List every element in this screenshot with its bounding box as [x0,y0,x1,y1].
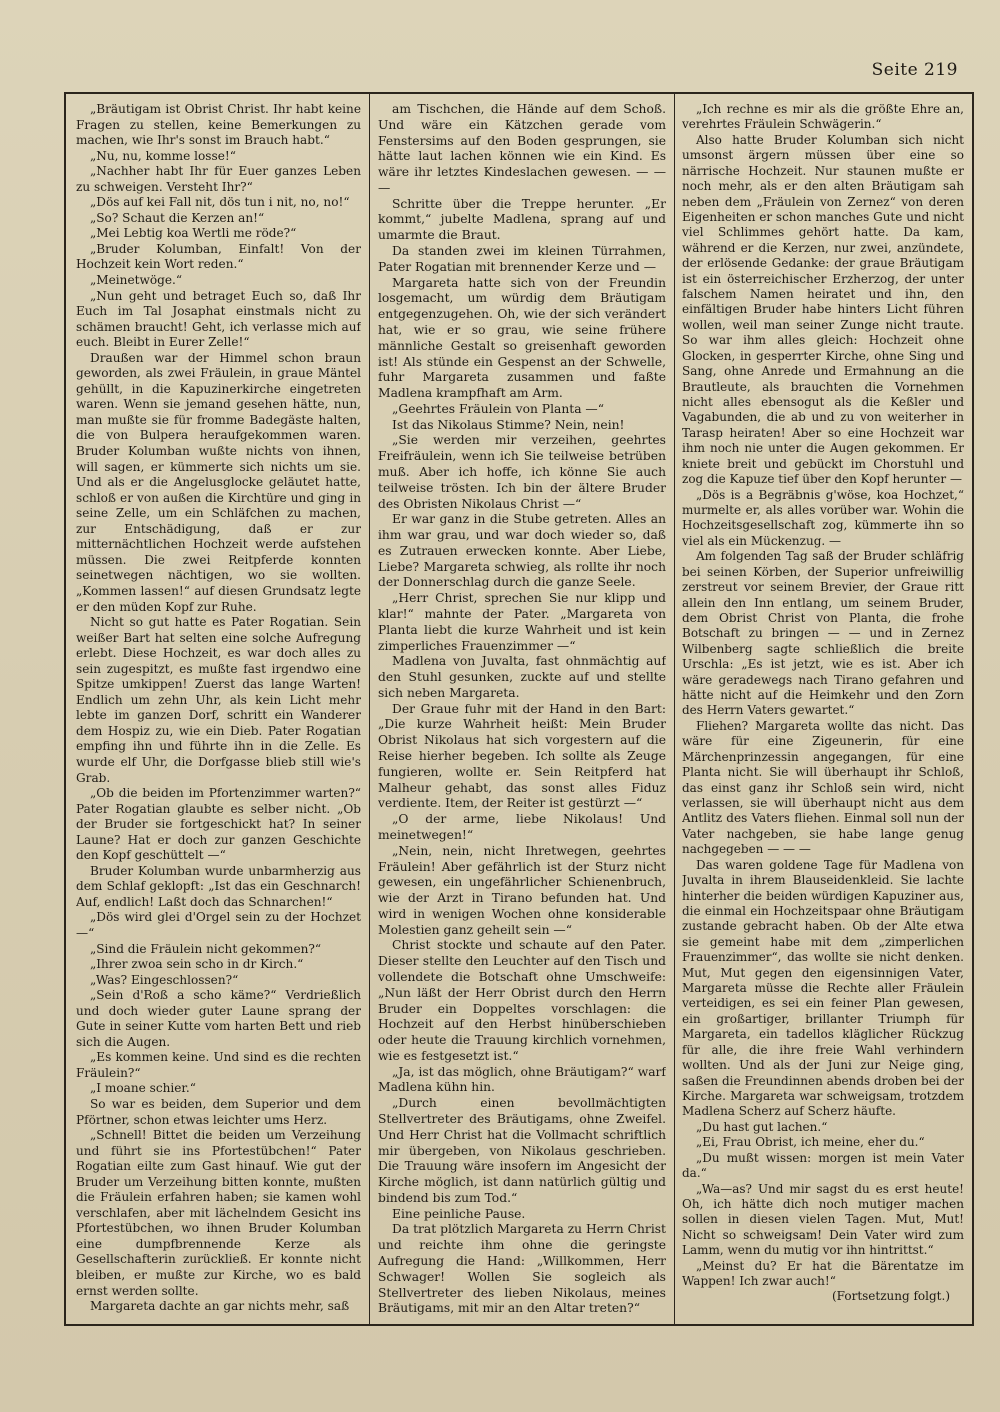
text-column-right [682,102,964,1318]
paragraph: „Was? Eingeschlossen?“ [90,972,239,987]
paragraph: „Ja, ist das möglich, ohne Bräutigam?“ warf Madlena kühn hin. [378,1064,666,1095]
paragraph: „Herr Christ, sprechen Sie nur klipp und klar!“ mahnte der Pater. „Margareta von Planta liebt die kurze Wahrheit und ist kein zimperliches Frauenzimmer —“ [378,591,666,653]
paragraph: „Du mußt wissen: morgen ist mein Vater da.“ [682,1150,964,1181]
paragraph: „Durch einen bevollmächtigten Stellvertreter des Bräutigams, ohne Zweifel. Und Herr Christ hat die Vollmacht schriftlich mir übergeben, von Nikolaus geschrieben. Die Trauung wäre insofern im Angesicht der Kirche möglich, ist dann natürlich gültig und bindend bis zum Tod.“ [378,1096,666,1205]
paragraph: „Ich rechne es mir als die größte Ehre an, verehrtes Fräulein Schwägerin.“ [682,102,964,132]
paragraph: Madlena von Juvalta, fast ohnmächtig auf den Stuhl gesunken, zuckte auf und stellte sich neben Margareta. [378,654,666,700]
paragraph: „Ihrer zwoa sein scho in dr Kirch.“ [90,957,304,972]
paragraph: „Meinst du? Er hat die Bärentatze im Wappen! Ich zwar auch!“ [682,1258,964,1289]
paragraph: „Meinetwöge.“ [90,273,183,288]
paragraph: „Geehrtes Fräulein von Planta —“ [392,401,605,416]
paragraph: „Dös auf kei Fall nit, dös tun i nit, no, no!“ [90,195,350,210]
paragraph: Bruder Kolumban wurde unbarmherzig aus dem Schlaf geklopft: „Ist das ein Geschnarch! Auf, endlich! Laßt doch das Schnarchen!“ [76,863,361,909]
paragraph: „Du hast gut lachen.“ [696,1119,828,1134]
page-number: Seite 219 [871,60,958,80]
column-rule-left [369,94,370,1324]
paragraph: Fliehen? Margareta wollte das nicht. Das wäre für eine Zigeunerin, für eine Märchenprinzessin angegangen, für eine Planta nicht. Sie will überhaupt ihr Schloß, das einst ganz ihr Schloß sein wird, nicht verlassen, sie will überhaupt nicht aus dem Antlitz des Vaters fliehen. Einmal soll nun der Vater nachgeben, sie habe lange genug nachgegeben — — — [682,718,964,857]
paragraph: „O der arme, liebe Nikolaus! Und meinetwegen!“ [378,812,666,842]
paragraph: Eine peinliche Pause. [392,1206,526,1221]
text-column-left [76,102,361,1318]
paragraph: „Sind die Fräulein nicht gekommen?“ [90,941,322,956]
paragraph: „Bräutigam ist Obrist Christ. Ihr habt keine Fragen zu stellen, keine Bemerkungen zu machen, wie Ihr's sonst im Brauch habt.“ [76,102,361,148]
paragraph: Also hatte Bruder Kolumban sich nicht umsonst ärgern müssen über eine so närrische Hochzeit. Nur staunen mußte er noch mehr, als er den alten Bräutigam sah neben dem „Fräulein von Zernez“ von deren Eigenheiten er schon manches Gute und nicht viel Schlimmes gehört hatte. Da kam, während er die Kerzen, nur zwei, anzündete, der erlösende Gedanke: der graue Bräutigam ist ein österreichischer Erzherzog, der unter falschem Namen heiratet und ihn, den einfältigen Bruder habe hinters Licht führen wollen, weil man seiner Zunge nicht traute. So war ihm alles gleich: Hochzeit ohne Glocken, in gesperrter Kirche, ohne Sing und Sang, ohne Anrede und Ermahnung an die Brautleute, als brauchten die Vornehmen nicht alles ebensogut als die Keßler und Vagabunden, die ab und zu von weiterher in Tarasp heiraten! Aber so eine Hochzeit war ihm noch nie unter die Augen gekommen. Er kniete breit und gebückt im Chorstuhl und zog die Kapuze tief über den Kopf herunter — [682,132,964,487]
paragraph: Christ stockte und schaute auf den Pater. Dieser stellte den Leuchter auf den Tisch und vollendete die Botschaft ohne Umschweife: „Nun läßt der Herr Obrist durch den Herrn Bruder ein Doppeltes vorschlagen: die Hochzeit auf den Herbst hinüberschieben oder heute die Trauung kirchlich vornehmen, wie es festgesetzt ist.“ [378,938,666,1063]
paragraph: „Sie werden mir verzeihen, geehrtes Freifräulein, wenn ich Sie teilweise betrüben muß. Aber ich hoffe, ich könne Sie auch teilweise trösten. Ich bin der ältere Bruder des Obristen Nikolaus Christ —“ [378,433,666,511]
paragraph: „Ob die beiden im Pfortenzimmer warten?“ Pater Rogatian glaubte es selber nicht. „Ob der Bruder sie fortgeschickt hat? In seiner Laune? Hat er doch zur ganzen Geschichte den Kopf geschüttelt —“ [76,786,361,863]
paragraph: Nicht so gut hatte es Pater Rogatian. Sein weißer Bart hat selten eine solche Aufregung erlebt. Diese Hochzeit, es war doch alles zu sein zugespitzt, es mußte fast irgendwo eine Spitze umkippen! Zuerst das lange Warten! Endlich um zehn Uhr, als kein Licht mehr lebte im ganzen Dorf, schritt ein Wanderer dem Hospiz zu, wie ein Dieb. Pater Rogatian empfing ihn und führte ihn in die Zelle. Es wurde elf Uhr, die Dorfgasse blieb still wie's Grab. [76,615,361,785]
paragraph: „Sein d'Roß a scho käme?“ Verdrießlich und doch wieder guter Laune sprang der Gute in seiner Kutte vom harten Bett und rieb sich die Augen. [76,988,361,1049]
paragraph: „Mei Lebtig koa Wertli me röde?“ [90,226,297,241]
paragraph: „Nachher habt Ihr für Euer ganzes Leben zu schweigen. Versteht Ihr?“ [76,164,361,194]
paragraph: „So? Schaut die Kerzen an!“ [90,210,265,225]
paragraph: Draußen war der Himmel schon braun geworden, als zwei Fräulein, in graue Mäntel gehüllt, in die Kapuzinerkirche eingetreten waren. Wenn sie jemand gesehen hätte, nun, man mußte sie für fromme Badegäste halten, die von Bulpera heraufgekommen waren. Bruder Kolumban wußte nichts von ihnen, will sagen, er kümmerte sich nichts um sie. Und als er die Angelusglocke geläutet hatte, schloß er von außen die Kirchtüre und ging in seine Zelle, um ein Schläfchen zu machen, zur Entschädigung, daß er zur mitternächtlichen Hochzeit werde aufstehen müssen. Die zwei Reitpferde konnten seinetwegen nächtigen, wo sie wollten. „Kommen lassen!“ auf diesen Grundsatz legte er den müden Kopf zur Ruhe. [76,350,361,614]
paragraph: „Nun geht und betraget Euch so, daß Ihr Euch im Tal Josaphat einstmals nicht zu schämen braucht! Geht, ich verlasse mich auf euch. Bleibt in Eurer Zelle!“ [76,288,361,350]
paragraph: „Dös is a Begräbnis g'wöse, koa Hochzet,“ murmelte er, als alles vorüber war. Wohin die Hochzeitsgesellschaft zog, kümmerte ihn so viel als ein Mückenzug. — [682,487,964,548]
paragraph: Margareta dachte an gar nichts mehr, saß [90,1299,350,1314]
text-column-middle [378,102,666,1318]
paragraph: „Schnell! Bittet die beiden um Verzeihung und führt sie ins Pfortestübchen!“ Pater Rogatian eilte zum Gast hinauf. Wie gut der Bruder um Verzeihung bitten konnte, mußten die Fräulein erfahren haben; sie kamen wohl verschlafen, aber mit lächelndem Gesicht ins Pfortestübchen, wo ihnen Bruder Kolumban eine dumpfbrennende Kerze als Gesellschafterin zurückließ. Er konnte nicht bleiben, er mußte zur Kirche, wo es bald ernst werden sollte. [76,1128,361,1298]
paragraph: „I moane schier.“ [90,1081,196,1096]
paragraph: Das waren goldene Tage für Madlena von Juvalta in ihrem Blauseidenkleid. Sie lachte hinterher die beiden würdigen Kapuziner aus, die einmal ein Hochzeitspaar ohne Bräutigam zustande gebracht haben. Ob der Alte etwa sie gemeint habe mit dem „zimperlichen Frauenzimmer“, das wollte sie nicht denken. Mut, Mut gegen den eigensinnigen Vater, Margareta müsse die Rechte aller Fräulein verteidigen, es sei ein feiner Plan gewesen, ein großartiger, brillanter Triumph für Margareta, ein tadellos kläglicher Rückzug für alle, die ihre freie Wahl verhindern wollten. Und als der Juni zur Neige ging, saßen die Freundinnen abends droben bei der Kirche. Margareta war schweigsam, trotzdem Madlena Scherz auf Scherz häufte. [682,857,964,1119]
paragraph: Der Graue fuhr mit der Hand in den Bart: „Die kurze Wahrheit heißt: Mein Bruder Obrist Nikolaus hat sich vorgestern auf die Reise hierher begeben. Ich sollte als Zeuge fungieren, wollte er. Sein Reitpferd hat Malheur gehabt, das sonst alles Fiduz verdiente. Item, der Reiter ist gestürzt —“ [378,701,666,811]
paragraph: „Bruder Kolumban, Einfalt! Von der Hochzeit kein Wort reden.“ [76,241,361,272]
paragraph: Er war ganz in die Stube getreten. Alles an ihm war grau, und war doch wieder so, daß es Zutrauen erwecken konnte. Aber Liebe, Liebe? Margareta schwieg, als rollte ihr noch der Donnerschlag durch die ganze Seele. [378,512,666,590]
paragraph: Da standen zwei im kleinen Türrahmen, Pater Rogatian mit brennender Kerze und — [378,244,666,274]
paragraph: So war es beiden, dem Superior und dem Pförtner, schon etwas leichter ums Herz. [76,1097,361,1127]
paragraph: „Ei, Frau Obrist, ich meine, eher du.“ [696,1135,925,1150]
paragraph: „Wa—as? Und mir sagst du es erst heute! Oh, ich hätte dich noch mutiger machen sollen in diesen vielen Tagen. Mut, Mut! Nicht so schweigsam! Dein Vater wird zum Lamm, wenn du mutig vor ihn hintrittst.“ [682,1181,964,1258]
paragraph: Schritte über die Treppe herunter. „Er kommt,“ jubelte Madlena, sprang auf und umarmte die Braut. [378,196,666,243]
paragraph: Am folgenden Tag saß der Bruder schläfrig bei seinen Körben, der Superior unfreiwillig zerstreut vor seinem Brevier, der Graue ritt allein den Inn entlang, um seinem Bruder, dem Obrist Christ von Planta, die frohe Botschaft zu bringen — — und in Zernez Wilbenberg sagte schließlich die breite Urschla: „Es ist jetzt, wie es ist. Aber ich wäre geradewegs nach Tirano gefahren und hätte nicht auf die Heimkehr und den Zorn des Herrn Vaters gewartet.“ [682,549,964,718]
paragraph: „Nu, nu, komme losse!“ [90,148,236,163]
column-rule-right [674,94,675,1324]
text-frame [64,92,974,1326]
paragraph: „Dös wird glei d'Orgel sein zu der Hochzet —“ [76,910,361,940]
paragraph: Da trat plötzlich Margareta zu Herrn Christ und reichte ihm ohne die geringste Aufregung die Hand: „Willkommen, Herr Schwager! Wollen Sie sogleich als Stellvertreter des lieben Nikolaus, meines Bräutigams, mit mir an den Altar treten?“ [378,1222,666,1316]
paragraph: „Nein, nein, nicht Ihretwegen, geehrtes Fräulein! Aber gefährlich ist der Sturz nicht gewesen, ein ungefährlicher Schienenbruch, wie der Arzt in Tirano befunden hat. Und wird in wenigen Wochen ohne konsiderable Molestien ganz geheilt sein —“ [378,843,666,937]
paragraph: am Tischchen, die Hände auf dem Schoß. Und wäre ein Kätzchen gerade vom Fenstersims auf den Boden gesprungen, sie hätte laut lachen können wie ein Kind. Es wäre ihr letztes Kindeslachen gewesen. — — — [378,102,666,195]
continuation-note: (Fortsetzung folgt.) [832,1289,950,1304]
paragraph: Ist das Nikolaus Stimme? Nein, nein! [392,417,625,432]
paragraph: „Es kommen keine. Und sind es die rechten Fräulein?“ [76,1050,361,1080]
paragraph: Margareta hatte sich von der Freundin losgemacht, um würdig dem Bräutigam entgegenzugehen. Oh, wie der sich verändert hat, wie er so grau, wie seine frühere männliche Gestalt so greisenhaft geworden ist! Als stünde ein Gespenst an der Schwelle, fuhr Margareta zusammen und faßte Madlena krampfhaft am Arm. [378,275,666,401]
